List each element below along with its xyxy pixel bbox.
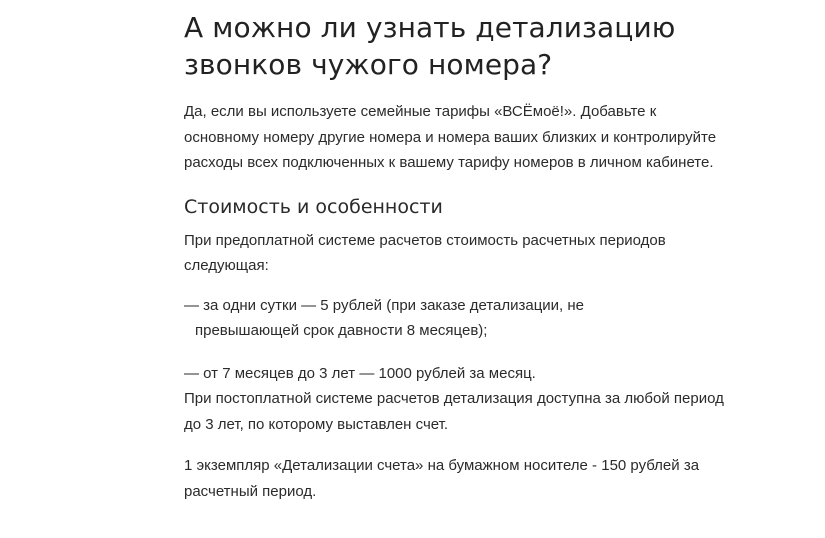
article [184, 0, 724, 504]
list-item [184, 361, 724, 387]
paper-copy-paragraph: 1 экземпляр «Детализации счета» на бумажном носителе - 150 рублей за расчетный период. [184, 457, 700, 500]
list-item-line: — от 7 месяцев до 3 лет — 1000 рублей за месяц. [184, 364, 536, 382]
list-item [184, 293, 724, 344]
prepaid-paragraph: При предоплатной системе расчетов стоимость расчетных периодов следующая: [184, 231, 666, 274]
section-title: Стоимость и особенности [184, 195, 443, 218]
list-item-line: превышающей срок давности 8 месяцев); [195, 322, 488, 339]
postpaid-paragraph: При постоплатной системе расчетов детализация доступна за любой период до 3 лет, по которому выставлен счет. [184, 390, 724, 433]
intro-paragraph: Да, если вы используете семейные тарифы «ВСЁмоё!». Добавьте к основному номеру другие номера и номера ваших близких и контролируйте расходы всех подключенных к вашему тарифу номеров в личном кабинете. [184, 103, 717, 171]
list-item-line: — за одни сутки — 5 рублей (при заказе детализации, не [184, 296, 585, 314]
page-title: А можно ли узнать детализацию звонков чужого номера? [184, 11, 676, 81]
